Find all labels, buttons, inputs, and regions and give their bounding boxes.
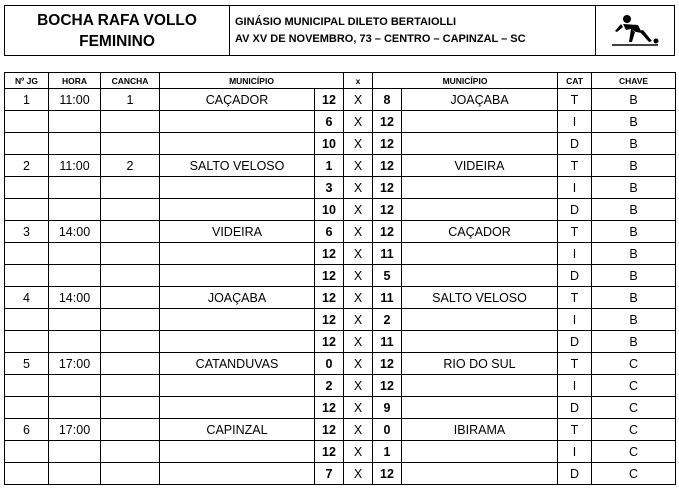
court-cell [101, 265, 160, 287]
table-row [5, 331, 676, 353]
group-cell: C [592, 441, 676, 463]
game-number-cell: 4 [5, 287, 49, 309]
court-cell [101, 199, 160, 221]
header-municipio-left: MUNICÍPIO [160, 73, 344, 89]
away-team-cell [402, 441, 558, 463]
event-title [5, 6, 230, 55]
away-team-cell [402, 331, 558, 353]
home-score-cell: 12 [315, 89, 344, 111]
home-team-cell: CATANDUVAS [160, 353, 315, 375]
group-cell: B [592, 199, 676, 221]
away-team-cell [402, 111, 558, 133]
away-score-cell: 5 [373, 265, 402, 287]
away-score-cell: 12 [373, 111, 402, 133]
table-row [5, 111, 676, 133]
away-score-cell: 12 [373, 221, 402, 243]
group-cell: B [592, 89, 676, 111]
time-cell [49, 463, 101, 485]
away-score-cell: 8 [373, 89, 402, 111]
logo-box [596, 6, 674, 55]
group-cell: B [592, 133, 676, 155]
court-cell [101, 397, 160, 419]
game-number-cell: 6 [5, 419, 49, 441]
home-score-cell: 0 [315, 353, 344, 375]
versus-cell: X [344, 309, 373, 331]
court-cell [101, 463, 160, 485]
court-cell [101, 287, 160, 309]
group-cell: B [592, 309, 676, 331]
time-cell [49, 441, 101, 463]
category-cell: T [558, 155, 592, 177]
group-cell: C [592, 353, 676, 375]
table-row [5, 177, 676, 199]
time-cell [49, 243, 101, 265]
category-cell: D [558, 199, 592, 221]
away-team-cell [402, 177, 558, 199]
venue-info [230, 6, 596, 55]
table-row [5, 309, 676, 331]
table-row [5, 397, 676, 419]
time-cell: 14:00 [49, 221, 101, 243]
header-jg: Nº JG [5, 73, 49, 89]
category-cell: T [558, 353, 592, 375]
court-cell [101, 331, 160, 353]
time-cell [49, 133, 101, 155]
versus-cell: X [344, 331, 373, 353]
game-number-cell: 5 [5, 353, 49, 375]
home-team-cell: SALTO VELOSO [160, 155, 315, 177]
table-row [5, 221, 676, 243]
games-table [4, 72, 676, 485]
group-cell: C [592, 463, 676, 485]
away-score-cell: 0 [373, 419, 402, 441]
away-team-cell [402, 265, 558, 287]
home-score-cell: 10 [315, 133, 344, 155]
time-cell [49, 265, 101, 287]
event-title-line1: BOCHA RAFA VOLLO [37, 11, 197, 29]
home-team-cell [160, 375, 315, 397]
versus-cell: X [344, 353, 373, 375]
table-row [5, 243, 676, 265]
group-cell: C [592, 375, 676, 397]
court-cell: 2 [101, 155, 160, 177]
time-cell: 14:00 [49, 287, 101, 309]
away-team-cell [402, 309, 558, 331]
bocha-player-icon [609, 12, 661, 50]
game-number-cell [5, 397, 49, 419]
away-team-cell [402, 243, 558, 265]
home-team-cell [160, 111, 315, 133]
home-team-cell [160, 309, 315, 331]
home-score-cell: 12 [315, 243, 344, 265]
court-cell: 1 [101, 89, 160, 111]
header-hora: HORA [49, 73, 101, 89]
court-cell [101, 243, 160, 265]
home-team-cell [160, 177, 315, 199]
time-cell: 11:00 [49, 89, 101, 111]
category-cell: D [558, 133, 592, 155]
game-number-cell [5, 177, 49, 199]
court-cell [101, 177, 160, 199]
category-cell: I [558, 243, 592, 265]
home-score-cell: 7 [315, 463, 344, 485]
group-cell: B [592, 155, 676, 177]
game-number-cell [5, 111, 49, 133]
court-cell [101, 375, 160, 397]
versus-cell: X [344, 155, 373, 177]
home-team-cell [160, 243, 315, 265]
category-cell: D [558, 397, 592, 419]
category-cell: T [558, 287, 592, 309]
table-row [5, 419, 676, 441]
game-number-cell [5, 375, 49, 397]
game-number-cell [5, 133, 49, 155]
category-cell: I [558, 177, 592, 199]
home-team-cell: CAÇADOR [160, 89, 315, 111]
home-score-cell: 12 [315, 265, 344, 287]
venue-name: GINÁSIO MUNICIPAL DILETO BERTAIOLLI [235, 15, 457, 28]
time-cell: 11:00 [49, 155, 101, 177]
time-cell [49, 199, 101, 221]
time-cell [49, 111, 101, 133]
away-score-cell: 12 [373, 177, 402, 199]
home-team-cell: CAPINZAL [160, 419, 315, 441]
time-cell [49, 309, 101, 331]
versus-cell: X [344, 287, 373, 309]
home-score-cell: 12 [315, 309, 344, 331]
away-score-cell: 12 [373, 155, 402, 177]
away-team-cell: SALTO VELOSO [402, 287, 558, 309]
versus-cell: X [344, 463, 373, 485]
game-number-cell: 1 [5, 89, 49, 111]
away-team-cell: VIDEIRA [402, 155, 558, 177]
versus-cell: X [344, 177, 373, 199]
header-x: x [344, 73, 373, 89]
table-row [5, 441, 676, 463]
game-number-cell [5, 199, 49, 221]
home-team-cell [160, 397, 315, 419]
away-team-cell: IBIRAMA [402, 419, 558, 441]
home-team-cell [160, 463, 315, 485]
away-score-cell: 12 [373, 375, 402, 397]
table-row [5, 353, 676, 375]
versus-cell: X [344, 89, 373, 111]
group-cell: C [592, 419, 676, 441]
home-score-cell: 12 [315, 397, 344, 419]
table-row [5, 463, 676, 485]
court-cell [101, 111, 160, 133]
away-score-cell: 12 [373, 199, 402, 221]
away-team-cell: JOAÇABA [402, 89, 558, 111]
home-team-cell: JOAÇABA [160, 287, 315, 309]
away-score-cell: 2 [373, 309, 402, 331]
category-cell: T [558, 419, 592, 441]
home-team-cell [160, 199, 315, 221]
time-cell: 17:00 [49, 353, 101, 375]
game-number-cell: 2 [5, 155, 49, 177]
home-team-cell [160, 441, 315, 463]
away-score-cell: 11 [373, 331, 402, 353]
document-header [4, 5, 675, 56]
home-score-cell: 12 [315, 419, 344, 441]
versus-cell: X [344, 265, 373, 287]
away-team-cell [402, 397, 558, 419]
home-score-cell: 10 [315, 199, 344, 221]
game-number-cell: 3 [5, 221, 49, 243]
group-cell: B [592, 177, 676, 199]
category-cell: I [558, 309, 592, 331]
versus-cell: X [344, 441, 373, 463]
away-team-cell [402, 463, 558, 485]
home-team-cell [160, 331, 315, 353]
away-score-cell: 9 [373, 397, 402, 419]
table-header-row [5, 73, 676, 89]
group-cell: B [592, 287, 676, 309]
game-number-cell [5, 265, 49, 287]
group-cell: B [592, 331, 676, 353]
time-cell [49, 397, 101, 419]
category-cell: D [558, 265, 592, 287]
home-team-cell: VIDEIRA [160, 221, 315, 243]
category-cell: I [558, 375, 592, 397]
home-team-cell [160, 133, 315, 155]
group-cell: B [592, 221, 676, 243]
group-cell: C [592, 397, 676, 419]
home-score-cell: 6 [315, 221, 344, 243]
home-score-cell: 1 [315, 155, 344, 177]
group-cell: B [592, 265, 676, 287]
table-row [5, 199, 676, 221]
court-cell [101, 441, 160, 463]
category-cell: D [558, 331, 592, 353]
court-cell [101, 221, 160, 243]
home-score-cell: 6 [315, 111, 344, 133]
header-cancha: CANCHA [101, 73, 160, 89]
game-number-cell [5, 441, 49, 463]
game-number-cell [5, 331, 49, 353]
table-row [5, 155, 676, 177]
category-cell: I [558, 111, 592, 133]
versus-cell: X [344, 397, 373, 419]
game-number-cell [5, 309, 49, 331]
category-cell: T [558, 221, 592, 243]
versus-cell: X [344, 243, 373, 265]
away-score-cell: 11 [373, 243, 402, 265]
category-cell: D [558, 463, 592, 485]
event-title-line2: FEMININO [79, 32, 155, 50]
table-row [5, 133, 676, 155]
table-row [5, 287, 676, 309]
table-row [5, 375, 676, 397]
versus-cell: X [344, 419, 373, 441]
versus-cell: X [344, 375, 373, 397]
away-team-cell [402, 375, 558, 397]
time-cell [49, 177, 101, 199]
category-cell: I [558, 441, 592, 463]
header-cat: CAT [558, 73, 592, 89]
game-number-cell [5, 463, 49, 485]
group-cell: B [592, 243, 676, 265]
game-number-cell [5, 243, 49, 265]
table-row [5, 265, 676, 287]
away-team-cell: RIO DO SUL [402, 353, 558, 375]
table-row [5, 89, 676, 111]
versus-cell: X [344, 199, 373, 221]
versus-cell: X [344, 133, 373, 155]
versus-cell: X [344, 221, 373, 243]
time-cell: 17:00 [49, 419, 101, 441]
header-chave: CHAVE [592, 73, 676, 89]
time-cell [49, 375, 101, 397]
away-score-cell: 12 [373, 463, 402, 485]
home-score-cell: 12 [315, 441, 344, 463]
venue-address: AV XV DE NOVEMBRO, 73 – CENTRO – CAPINZAL – SC [235, 32, 526, 45]
home-team-cell [160, 265, 315, 287]
court-cell [101, 353, 160, 375]
away-team-cell [402, 199, 558, 221]
court-cell [101, 133, 160, 155]
home-score-cell: 12 [315, 331, 344, 353]
home-score-cell: 3 [315, 177, 344, 199]
court-cell [101, 309, 160, 331]
away-team-cell: CAÇADOR [402, 221, 558, 243]
away-team-cell [402, 133, 558, 155]
versus-cell: X [344, 111, 373, 133]
group-cell: B [592, 111, 676, 133]
category-cell: T [558, 89, 592, 111]
time-cell [49, 331, 101, 353]
away-score-cell: 12 [373, 133, 402, 155]
away-score-cell: 1 [373, 441, 402, 463]
home-score-cell: 2 [315, 375, 344, 397]
court-cell [101, 419, 160, 441]
home-score-cell: 12 [315, 287, 344, 309]
away-score-cell: 12 [373, 353, 402, 375]
header-municipio-right: MUNICÍPIO [373, 73, 558, 89]
away-score-cell: 11 [373, 287, 402, 309]
